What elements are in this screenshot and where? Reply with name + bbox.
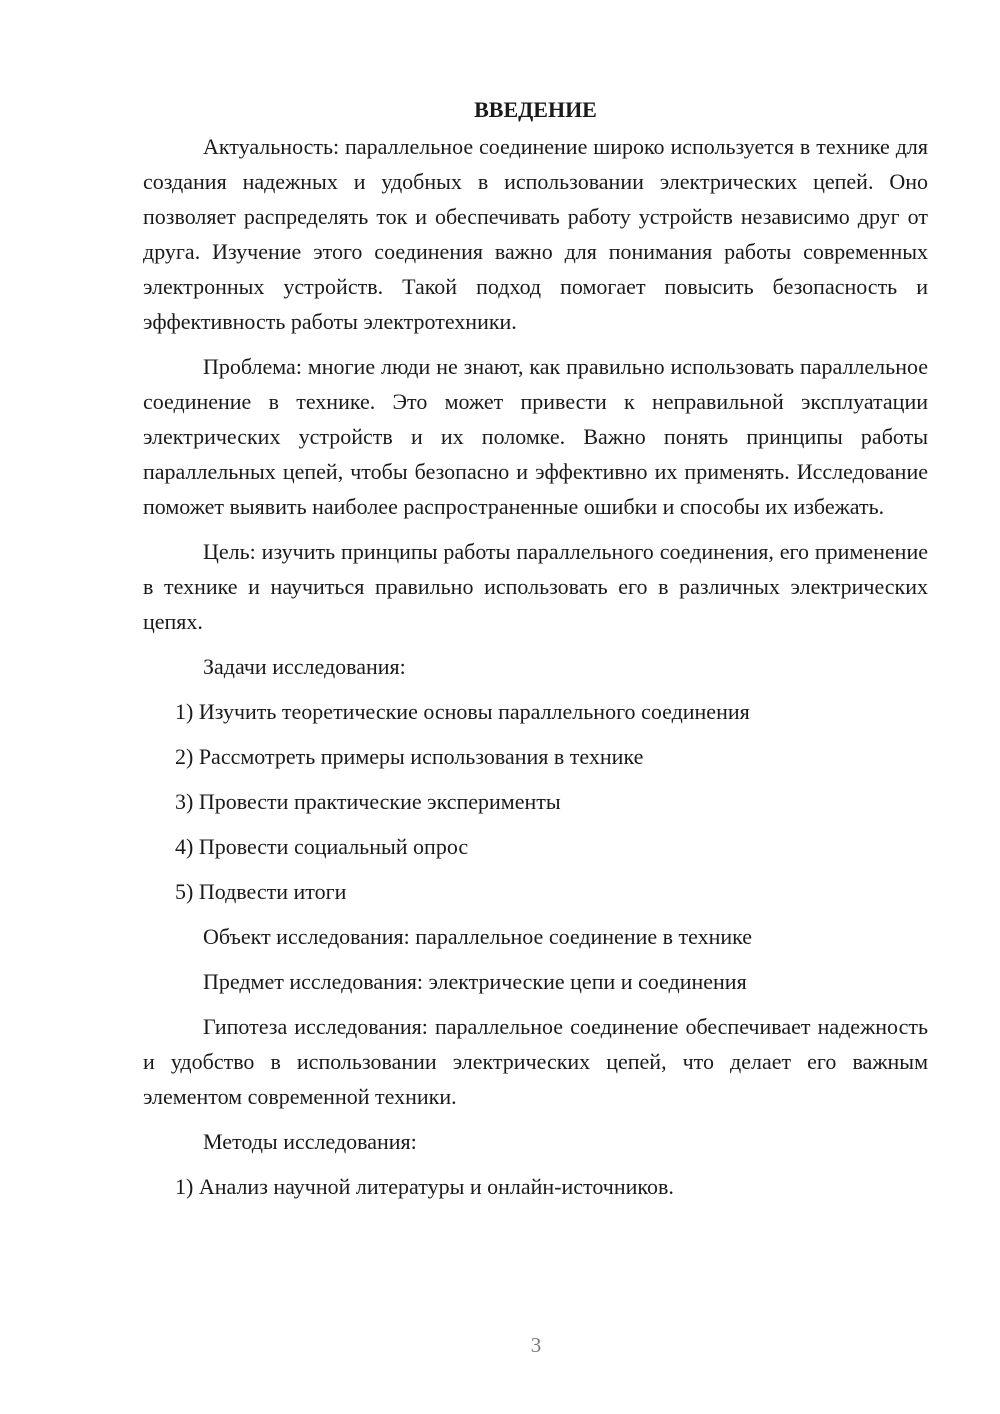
- task-item: 3) Провести практические эксперименты: [175, 789, 561, 814]
- task-item: 1) Изучить теоретические основы параллельного соединения: [175, 699, 750, 724]
- tasks-title: Задачи исследования:: [203, 654, 406, 679]
- relevance-paragraph: Актуальность: параллельное соединение широко используется в технике для создания надежных и удобных в использовании электрических цепей. Оно позволяет распределять ток и обеспечивать работу устройств независимо друг от друга. Изучение этого соединения важно для понимания работы современных электронных устройств. Такой подход помогает повысить безопасность и эффективность работы электротехники.: [143, 134, 928, 334]
- page-number: 3: [530, 1333, 542, 1357]
- hypothesis-paragraph: Гипотеза исследования: параллельное соединение обеспечивает надежность и удобство в использовании электрических цепей, что делает его важным элементом современной техники.: [143, 1014, 928, 1109]
- method-item: 1) Анализ научной литературы и онлайн-источников.: [175, 1174, 674, 1199]
- task-item: 2) Рассмотреть примеры использования в технике: [175, 744, 644, 769]
- research-object: Объект исследования: параллельное соединение в технике: [203, 924, 753, 949]
- task-item: 4) Провести социальный опрос: [175, 834, 469, 859]
- page-title: ВВЕДЕНИЕ: [474, 97, 597, 122]
- problem-paragraph: Проблема: многие люди не знают, как правильно использовать параллельное соединение в технике. Это может привести к неправильной эксплуатации электрических устройств и их поломке. Важно понять принципы работы параллельных цепей, чтобы безопасно и эффективно их применять. Исследование поможет выявить наиболее распространенные ошибки и способы их избежать.: [143, 354, 928, 519]
- research-subject: Предмет исследования: электрические цепи и соединения: [203, 969, 747, 994]
- methods-title: Методы исследования:: [203, 1129, 417, 1154]
- document-page: [143, 92, 928, 1214]
- goal-paragraph: Цель: изучить принципы работы параллельного соединения, его применение в технике и научиться правильно использовать его в различных электрических цепях.: [143, 539, 928, 634]
- task-item: 5) Подвести итоги: [175, 879, 347, 904]
